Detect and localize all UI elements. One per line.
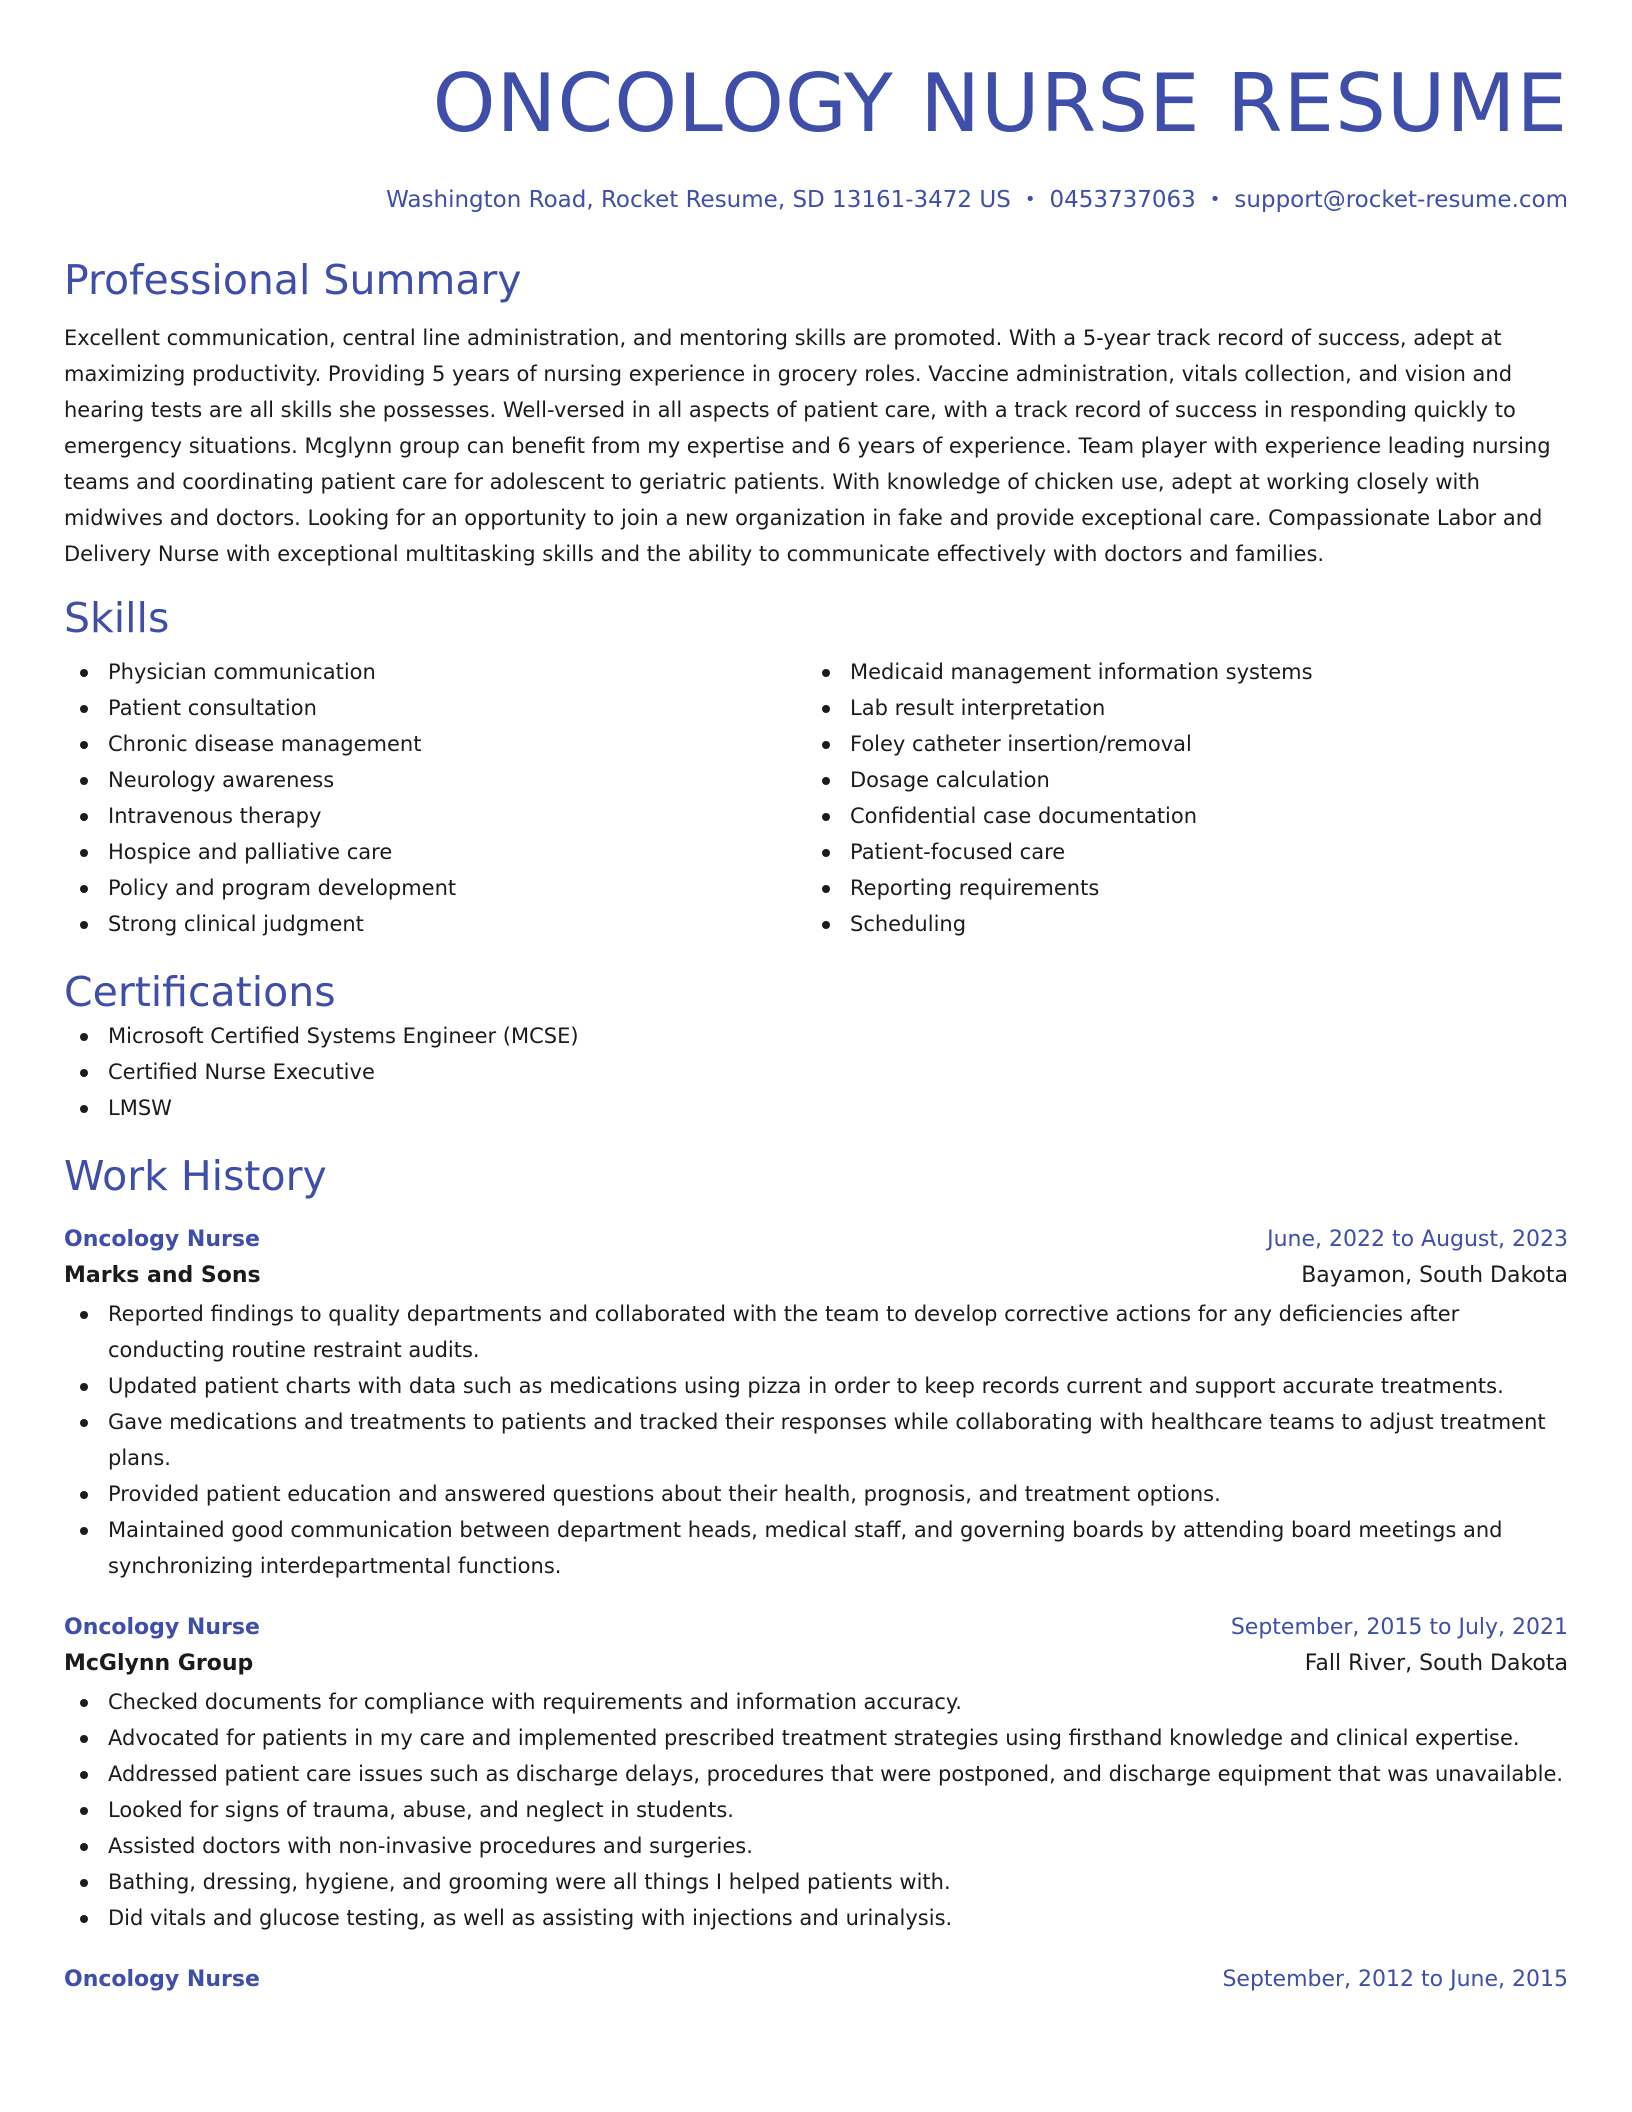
bullet-icon xyxy=(822,849,830,857)
skill-item: Intravenous therapy xyxy=(64,798,806,834)
job-bullet: Provided patient education and answered questions about their health, prognosis, and treatment options. xyxy=(64,1476,1568,1512)
bullet-icon xyxy=(80,777,88,785)
bullet-icon xyxy=(80,1527,88,1535)
job-title: Oncology Nurse xyxy=(64,1967,260,1992)
job-bullet: Gave medications and treatments to patients and tracked their responses while collaborating with healthcare teams to adjust treatment plans. xyxy=(64,1404,1568,1476)
job-dates: September, 2012 to June, 2015 xyxy=(1222,1967,1568,1992)
job-bullet-list xyxy=(64,1296,1568,1584)
bullet-icon xyxy=(80,741,88,749)
job-bullet: Maintained good communication between department heads, medical staff, and governing boards by attending board meetings and synchronizing interdepartmental functions. xyxy=(64,1512,1568,1584)
bullet-icon xyxy=(80,1069,88,1077)
skill-item: Scheduling xyxy=(806,906,1548,942)
work-history-heading: Work History xyxy=(64,1152,327,1200)
bullet-icon xyxy=(80,1843,88,1851)
bullet-icon xyxy=(822,705,830,713)
skill-item: Foley catheter insertion/removal xyxy=(806,726,1548,762)
bullet-icon xyxy=(80,1879,88,1887)
bullet-icon xyxy=(80,1311,88,1319)
bullet-icon xyxy=(80,885,88,893)
job-header-row xyxy=(64,1612,1568,1644)
certifications-heading: Certifications xyxy=(64,968,336,1016)
skill-item: Patient-focused care xyxy=(806,834,1548,870)
skill-item: Policy and program development xyxy=(64,870,806,906)
bullet-icon xyxy=(822,921,830,929)
skill-item: Hospice and palliative care xyxy=(64,834,806,870)
bullet-icon xyxy=(80,849,88,857)
skill-item: Dosage calculation xyxy=(806,762,1548,798)
skill-item: Neurology awareness xyxy=(64,762,806,798)
bullet-icon xyxy=(80,813,88,821)
bullet-icon xyxy=(80,705,88,713)
summary-text: Excellent communication, central line administration, and mentoring skills are promoted. With a 5-year track record of success, adept at maximizing productivity. Providing 5 years of nursing experience in grocery roles. Vaccine administration, vitals collection, and vision and hearing tests are all skills she possesses. Well-versed in all aspects of patient care, with a track record of success in responding quickly to emergency situations. Mcglynn group can benefit from my expertise and 6 years of experience. Team player with experience leading nursing teams and coordinating patient care for adolescent to geriatric patients. With knowledge of chicken use, adept at working closely with midwives and doctors. Looking for an opportunity to join a new organization in fake and provide exceptional care. Compassionate Labor and Delivery Nurse with exceptional multitasking skills and the ability to communicate effectively with doctors and families. xyxy=(64,326,1551,566)
contact-separator: • xyxy=(1209,189,1221,210)
bullet-icon xyxy=(80,1915,88,1923)
bullet-icon xyxy=(822,813,830,821)
job-bullet: Bathing, dressing, hygiene, and grooming were all things I helped patients with. xyxy=(64,1864,1568,1900)
skills-heading: Skills xyxy=(64,594,170,642)
job-bullet: Assisted doctors with non-invasive procedures and surgeries. xyxy=(64,1828,1568,1864)
job-subheader-row xyxy=(64,1256,1568,1296)
skill-item: Confidential case documentation xyxy=(806,798,1548,834)
skill-item: Patient consultation xyxy=(64,690,806,726)
job-header-row xyxy=(64,1964,1568,1996)
bullet-icon xyxy=(822,669,830,677)
job-bullet: Addressed patient care issues such as discharge delays, procedures that were postponed, and discharge equipment that was unavailable. xyxy=(64,1756,1568,1792)
job-location: Bayamon, South Dakota xyxy=(1301,1263,1568,1288)
bullet-icon xyxy=(80,1807,88,1815)
job-bullet-list xyxy=(64,1684,1568,1936)
contact-email[interactable]: support@rocket-resume.com xyxy=(1234,187,1568,213)
bullet-icon xyxy=(822,885,830,893)
bullet-icon xyxy=(80,921,88,929)
job-company: McGlynn Group xyxy=(64,1651,254,1676)
bullet-icon xyxy=(822,741,830,749)
bullet-icon xyxy=(80,669,88,677)
job-bullet: Reported findings to quality departments and collaborated with the team to develop corrective actions for any deficiencies after conducting routine restraint audits. xyxy=(64,1296,1568,1368)
bullet-icon xyxy=(80,1771,88,1779)
job-bullet: Advocated for patients in my care and implemented prescribed treatment strategies using firsthand knowledge and clinical expertise. xyxy=(64,1720,1568,1756)
resume-page xyxy=(64,0,1568,1996)
certifications-list xyxy=(64,1018,1568,1126)
job-bullet: Did vitals and glucose testing, as well as assisting with injections and urinalysis. xyxy=(64,1900,1568,1936)
certification-item: Microsoft Certified Systems Engineer (MCSE) xyxy=(64,1018,1568,1054)
resume-title: ONCOLOGY NURSE RESUME xyxy=(432,57,1568,150)
job-bullet: Checked documents for compliance with requirements and information accuracy. xyxy=(64,1684,1568,1720)
contact-phone: 0453737063 xyxy=(1049,187,1196,213)
skills-list-right xyxy=(806,654,1548,942)
summary-heading: Professional Summary xyxy=(64,256,522,304)
bullet-icon xyxy=(80,1699,88,1707)
certification-item: LMSW xyxy=(64,1090,1568,1126)
skills-columns xyxy=(64,654,1568,942)
skill-item: Medicaid management information systems xyxy=(806,654,1548,690)
job-subheader-row xyxy=(64,1644,1568,1684)
bullet-icon xyxy=(80,1033,88,1041)
bullet-icon xyxy=(80,1105,88,1113)
bullet-icon xyxy=(80,1383,88,1391)
job-location: Fall River, South Dakota xyxy=(1304,1651,1568,1676)
job-title: Oncology Nurse xyxy=(64,1615,260,1640)
job-dates: June, 2022 to August, 2023 xyxy=(1267,1227,1568,1252)
job-title: Oncology Nurse xyxy=(64,1227,260,1252)
job-entry xyxy=(64,1612,1568,1936)
job-entry xyxy=(64,1964,1568,1996)
job-entry xyxy=(64,1224,1568,1584)
skill-item: Reporting requirements xyxy=(806,870,1548,906)
skill-item: Physician communication xyxy=(64,654,806,690)
job-company: Marks and Sons xyxy=(64,1263,261,1288)
bullet-icon xyxy=(80,1491,88,1499)
job-header-row xyxy=(64,1224,1568,1256)
job-dates: September, 2015 to July, 2021 xyxy=(1230,1615,1568,1640)
skills-list-left xyxy=(64,654,806,942)
contact-line xyxy=(64,184,1568,216)
skill-item: Lab result interpretation xyxy=(806,690,1548,726)
contact-separator: • xyxy=(1024,189,1036,210)
job-bullet: Updated patient charts with data such as medications using pizza in order to keep records current and support accurate treatments. xyxy=(64,1368,1568,1404)
skill-item: Chronic disease management xyxy=(64,726,806,762)
contact-address: Washington Road, Rocket Resume, SD 13161-3472 US xyxy=(386,187,1011,213)
bullet-icon xyxy=(80,1419,88,1427)
bullet-icon xyxy=(822,777,830,785)
certification-item: Certified Nurse Executive xyxy=(64,1054,1568,1090)
skill-item: Strong clinical judgment xyxy=(64,906,806,942)
bullet-icon xyxy=(80,1735,88,1743)
job-bullet: Looked for signs of trauma, abuse, and neglect in students. xyxy=(64,1792,1568,1828)
